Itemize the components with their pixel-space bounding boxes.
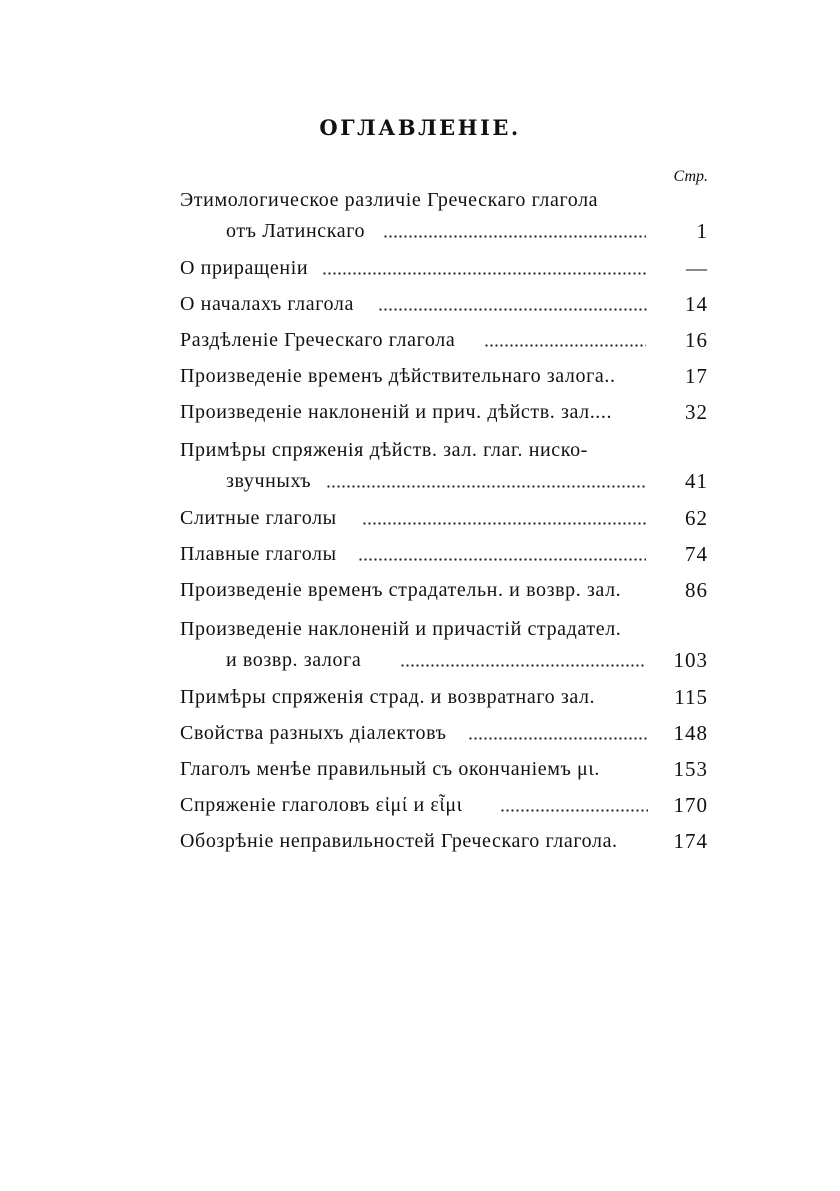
toc-entry (0, 289, 840, 319)
toc-entry-title: О приращеніи (180, 257, 309, 279)
toc-entry-title: Примѣры спряженія страд. и возвратнаго зал. (180, 686, 596, 708)
toc-page-number: 86 (685, 578, 708, 602)
toc-entry (0, 790, 840, 820)
dot-leader (362, 522, 646, 525)
toc-entry-title: Этимологическое различіе Греческаго глагола (180, 189, 599, 211)
toc-page-number: 115 (674, 685, 708, 709)
toc-entry-title: Произведеніе наклоненій и причастій страдател. (180, 618, 622, 640)
toc-entry (0, 361, 840, 391)
toc-entry (0, 614, 840, 644)
toc-entry-title: Обозрѣніе неправильностей Греческаго глагола. (180, 830, 618, 852)
toc-entry-title: Примѣры спряженія дѣйств. зал. глаг. ниско- (180, 439, 588, 461)
toc-entry (0, 539, 840, 569)
dot-leader (383, 235, 646, 238)
dot-leader (326, 485, 646, 488)
toc-entry-title: Глаголъ менѣе правильный съ окончаніемъ μι. (180, 758, 600, 780)
dot-leader (400, 664, 646, 667)
toc-page-number: — (686, 256, 708, 280)
toc-page-number: 1 (696, 219, 708, 243)
toc-entry-title: и возвр. залога (226, 649, 362, 671)
toc-entry-title: Свойства разныхъ діалектовъ (180, 722, 447, 744)
toc-entry-title: звучныхъ (226, 470, 312, 492)
toc-page-number: 17 (685, 364, 708, 388)
toc-entry-title: Произведеніе временъ страдательн. и возвр. зал. (180, 579, 622, 601)
toc-entry (0, 325, 840, 355)
toc-page-number: 32 (685, 400, 708, 424)
page-title: ОГЛАВЛЕНІЕ. (319, 115, 521, 140)
toc-page-number: 170 (673, 793, 708, 817)
toc-entry (0, 503, 840, 533)
toc-page-number: 153 (673, 757, 708, 781)
toc-entry-title: О началахъ глагола (180, 293, 354, 315)
toc-entry (0, 397, 840, 427)
toc-page-number: 14 (685, 292, 708, 316)
toc-page-number: 174 (673, 829, 708, 853)
toc-entry-title: Произведеніе наклоненій и прич. дѣйств. зал.... (180, 401, 613, 423)
toc-entry-title: Плавные глаголы (180, 543, 337, 565)
page-column-label: Стр. (673, 168, 708, 185)
toc-entry (0, 575, 840, 605)
toc-entry (0, 718, 840, 748)
toc-entry (0, 185, 840, 215)
toc-page-number: 103 (673, 648, 708, 672)
dot-leader (322, 272, 646, 275)
toc-entry-title: отъ Латинскаго (226, 220, 366, 242)
toc-page-number: 16 (685, 328, 708, 352)
toc-entry-title: Произведеніе временъ дѣйствительнаго залога.. (180, 365, 616, 387)
toc-page-number: 41 (685, 469, 708, 493)
toc-entry (0, 645, 840, 675)
dot-leader (500, 809, 648, 812)
toc-page-number: 62 (685, 506, 708, 530)
toc-entry (0, 216, 840, 246)
toc-entry (0, 435, 840, 465)
toc-entry (0, 826, 840, 856)
dot-leader (484, 344, 646, 347)
toc-entry-title: Слитные глаголы (180, 507, 337, 529)
toc-entry-title: Спряженіе глаголовъ εἰμί и εἶμι (180, 794, 463, 816)
toc-entry (0, 682, 840, 712)
dot-leader (468, 737, 648, 740)
toc-entry (0, 466, 840, 496)
toc-entry (0, 253, 840, 283)
toc-entry-title: Раздѣленіе Греческаго глагола (180, 329, 456, 351)
dot-leader (378, 308, 648, 311)
toc-page-number: 74 (685, 542, 708, 566)
dot-leader (358, 558, 646, 561)
toc-entry (0, 754, 840, 784)
toc-page-number: 148 (673, 721, 708, 745)
